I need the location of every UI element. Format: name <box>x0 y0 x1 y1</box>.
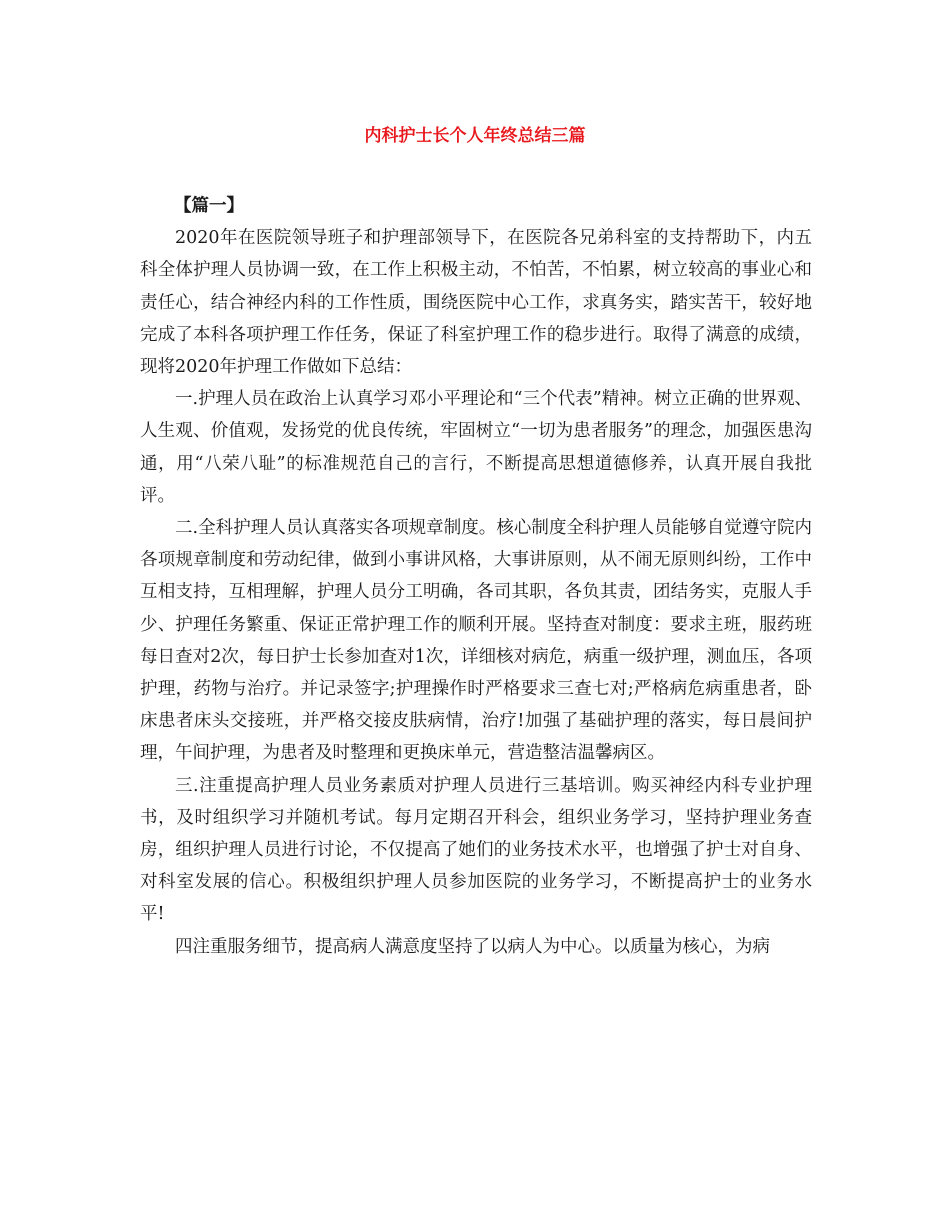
section-heading: 【篇一】 <box>174 196 244 216</box>
document-title: 内科护士长个人年终总结三篇 <box>364 126 586 146</box>
paragraph-intro: 2020年在医院领导班子和护理部领导下，在医院各兄弟科室的支持帮助下，内五科全体护理人员协调一致，在工作上积极主动，不怕苦，不怕累，树立较高的事业心和责任心，结合神经内科的工作性质，围绕医院中心工作，求真务实，踏实苦干，较好地完成了本科各项护理工作任务，保证了科室护理工作的稳步进行。取得了满意的成绩，现将2020年护理工作做如下总结： <box>140 228 812 378</box>
paragraph-item-4: 四注重服务细节，提高病人满意度坚持了以病人为中心。以质量为核心，为病 <box>175 936 770 957</box>
paragraph-item-1: 一.护理人员在政治上认真学习邓小平理论和“三个代表”精神。树立正确的世界观、人生观、价值观，发扬党的优良传统，牢固树立“一切为患者服务”的理念，加强医患沟通，用“八荣八耻”的标准规范自己的言行，不断提高思想道德修养，认真开展自我批评。 <box>140 389 812 506</box>
paragraph-item-2: 二.全科护理人员认真落实各项规章制度。核心制度全科护理人员能够自觉遵守院内各项规章制度和劳动纪律，做到小事讲风格，大事讲原则，从不闹无原则纠纷，工作中互相支持，互相理解，护理人员分工明确，各司其职，各负其责，团结务实，克服人手少、护理任务繁重、保证正常护理工作的顺利开展。坚持查对制度：要求主班，服药班每日查对2次，每日护士长参加查对1次，详细核对病危，病重一级护理，测血压，各项护理，药物与治疗。并记录签字;护理操作时严格要求三查七对;严格病危病重患者，卧床患者床头交接班，并严格交接皮肤病情，治疗!加强了基础护理的落实，每日晨间护理，午间护理，为患者及时整理和更换床单元，营造整洁温馨病区。 <box>140 518 812 764</box>
document-body <box>140 190 812 963</box>
paragraph-item-3: 三.注重提高护理人员业务素质对护理人员进行三基培训。购买神经内科专业护理书，及时组织学习并随机考试。每月定期召开科会，组织业务学习，坚持护理业务查房，组织护理人员进行讨论，不仅提高了她们的业务技术水平，也增强了护士对自身、对科室发展的信心。积极组织护理人员参加医院的业务学习，不断提高护士的业务水平! <box>140 775 812 925</box>
